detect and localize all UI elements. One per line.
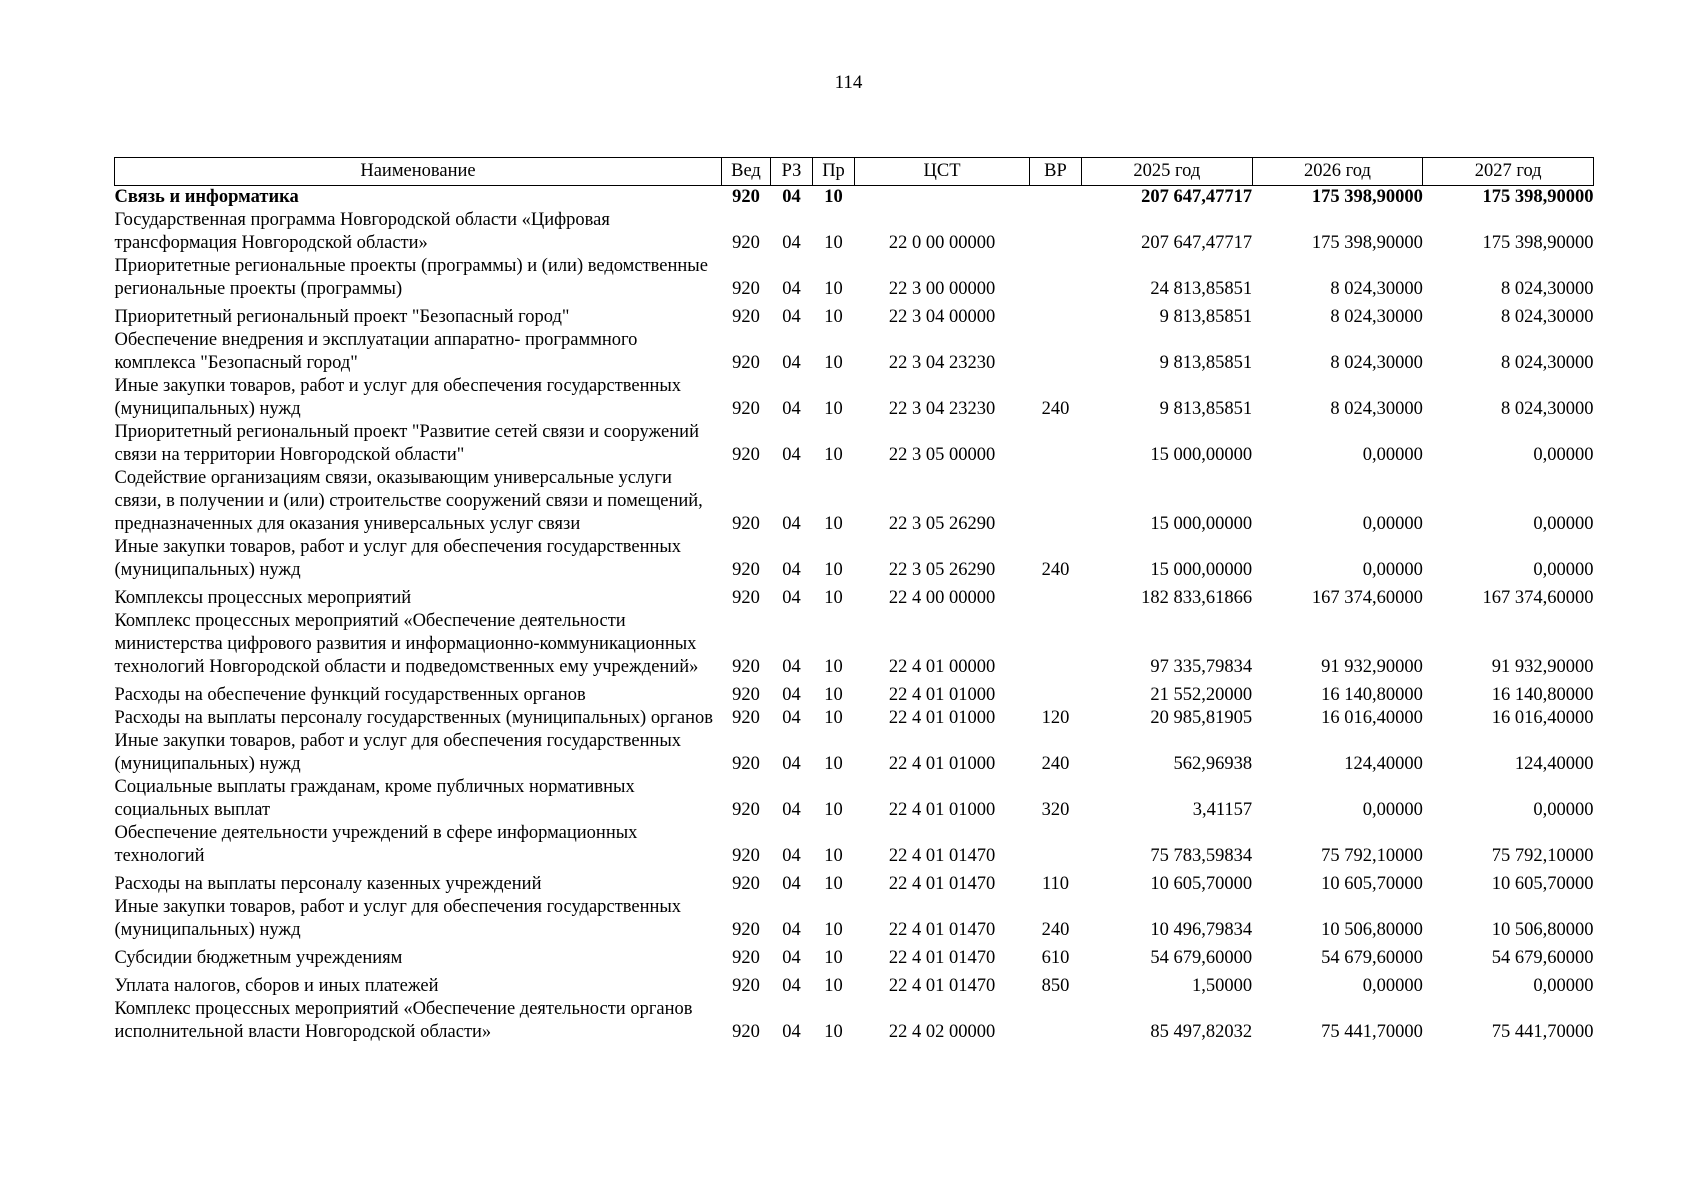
row-vr [1030,209,1082,255]
row-amount-2027: 10 605,70000 [1491,874,1594,894]
row-name: Иные закупки товаров, работ и услуг для обеспечения государственных (муниципальных) нужд [114,537,682,580]
row-pr: 10 [824,846,843,866]
row-pr: 10 [824,307,843,327]
row-cst: 22 4 01 01000 [888,685,996,705]
row-amount-2027: 0,00000 [1533,976,1594,996]
row-ved: 920 [732,399,760,419]
table-row [115,582,1594,610]
row-ved: 920 [732,754,760,774]
row-amount-2025: 15 000,00000 [1150,514,1253,534]
row-amount-2027: 0,00000 [1533,445,1594,465]
row-amount-2026: 8 024,30000 [1330,399,1423,419]
row-name: Государственная программа Новгородской области «Цифровая трансформация Новгородской области» [114,210,610,253]
row-amount-2026: 54 679,60000 [1321,948,1423,968]
row-rz: 04 [782,874,801,894]
row-amount-2025: 9 813,85851 [1159,353,1253,373]
table-row [115,467,1594,536]
row-name: Иные закупки товаров, работ и услуг для обеспечения государственных (муниципальных) нужд [114,897,682,940]
row-ved: 920 [732,1022,760,1042]
table-row [115,610,1594,679]
row-name: Комплекс процессных мероприятий «Обеспечение деятельности органов исполнительной власти Новгородской области» [114,999,693,1042]
row-rz: 04 [782,657,801,677]
row-name: Социальные выплаты гражданам, кроме публичных нормативных социальных выплат [114,777,635,820]
row-cst: 22 4 00 00000 [888,588,996,608]
row-amount-2025: 24 813,85851 [1150,279,1253,299]
row-cst: 22 4 01 01470 [888,976,996,996]
row-amount-2026: 75 792,10000 [1321,846,1423,866]
row-rz: 04 [782,976,801,996]
row-pr: 10 [824,754,843,774]
row-pr: 10 [824,948,843,968]
row-ved: 920 [732,874,760,894]
row-amount-2025: 75 783,59834 [1150,846,1253,866]
row-amount-2027: 167 374,60000 [1482,588,1594,608]
row-vr [1030,998,1082,1044]
row-rz: 04 [782,846,801,866]
row-cst: 22 4 02 00000 [888,1022,996,1042]
table-row [115,421,1594,467]
row-pr: 10 [824,279,843,299]
row-amount-2026: 0,00000 [1362,800,1423,820]
row-amount-2025: 54 679,60000 [1150,948,1253,968]
row-name: Комплексы процессных мероприятий [114,588,412,608]
row-pr: 10 [824,560,843,580]
table-row [115,707,1594,730]
row-rz: 04 [782,948,801,968]
row-vr: 320 [1041,800,1070,820]
row-amount-2026: 0,00000 [1362,514,1423,534]
column-header-2026: 2026 год [1252,158,1423,186]
row-pr: 10 [824,976,843,996]
row-amount-2025: 9 813,85851 [1159,399,1253,419]
row-amount-2026: 124,40000 [1344,754,1423,774]
row-vr [1030,255,1082,301]
row-amount-2027: 16 016,40000 [1491,708,1594,728]
row-amount-2025: 10 496,79834 [1150,920,1253,940]
row-ved: 920 [732,279,760,299]
row-vr: 610 [1041,948,1070,968]
row-amount-2027: 8 024,30000 [1500,279,1594,299]
row-ved: 920 [732,560,760,580]
row-vr: 240 [1041,754,1070,774]
row-vr [1030,679,1082,707]
row-rz: 04 [782,560,801,580]
row-name: Приоритетный региональный проект "Развитие сетей связи и сооружений связи на территории Новгородской области" [114,422,699,465]
row-amount-2025: 3,41157 [1192,800,1253,820]
row-amount-2025: 9 813,85851 [1159,307,1253,327]
row-amount-2027: 0,00000 [1533,800,1594,820]
row-pr: 10 [824,800,843,820]
row-ved: 920 [732,976,760,996]
row-rz: 04 [782,307,801,327]
row-pr: 10 [824,187,843,207]
row-name: Иные закупки товаров, работ и услуг для обеспечения государственных (муниципальных) нужд [114,731,682,774]
row-amount-2026: 10 605,70000 [1321,874,1423,894]
table-row [115,942,1594,970]
row-vr [1030,329,1082,375]
column-header-vr: ВР [1030,158,1082,186]
row-ved: 920 [732,800,760,820]
row-cst: 22 4 01 01470 [888,846,996,866]
row-name: Субсидии бюджетным учреждениям [114,948,403,968]
row-name: Связь и информатика [114,187,299,207]
column-header-2025: 2025 год [1082,158,1253,186]
row-cst: 22 4 01 01470 [888,948,996,968]
row-cst: 22 4 01 01470 [888,920,996,940]
row-pr: 10 [824,514,843,534]
row-rz: 04 [782,1022,801,1042]
row-amount-2027: 75 441,70000 [1491,1022,1594,1042]
row-pr: 10 [824,657,843,677]
row-amount-2026: 16 140,80000 [1321,685,1423,705]
budget-table [114,157,1594,1044]
table-row [115,776,1594,822]
table-row [115,186,1594,210]
row-rz: 04 [782,399,801,419]
row-amount-2027: 0,00000 [1533,560,1594,580]
row-rz: 04 [782,920,801,940]
row-rz: 04 [782,708,801,728]
row-cst: 22 3 05 00000 [888,445,996,465]
row-cst: 22 3 00 00000 [888,279,996,299]
table-row [115,970,1594,998]
row-pr: 10 [824,399,843,419]
row-pr: 10 [824,874,843,894]
row-amount-2027: 8 024,30000 [1500,353,1594,373]
row-cst: 22 3 05 26290 [888,560,996,580]
row-amount-2026: 75 441,70000 [1321,1022,1423,1042]
column-header-ved: Вед [722,158,771,186]
column-header-pr: Пр [813,158,855,186]
row-name: Приоритетный региональный проект "Безопасный город" [114,307,570,327]
row-amount-2026: 8 024,30000 [1330,279,1423,299]
row-ved: 920 [732,657,760,677]
row-amount-2025: 21 552,20000 [1150,685,1253,705]
row-amount-2025: 15 000,00000 [1150,445,1253,465]
row-amount-2025: 10 605,70000 [1150,874,1253,894]
row-name: Приоритетные региональные проекты (программы) и (или) ведомственные региональные проекты (программы) [114,256,708,299]
row-ved: 920 [732,353,760,373]
row-amount-2026: 175 398,90000 [1311,187,1423,207]
row-name: Расходы на обеспечение функций государственных органов [114,685,586,705]
row-amount-2027: 0,00000 [1533,514,1594,534]
row-ved: 920 [732,445,760,465]
row-name: Уплата налогов, сборов и иных платежей [114,976,439,996]
row-vr: 240 [1041,399,1070,419]
row-ved: 920 [732,846,760,866]
column-header-cst: ЦСТ [855,158,1030,186]
row-name: Иные закупки товаров, работ и услуг для обеспечения государственных (муниципальных) нужд [114,376,682,419]
row-rz: 04 [782,514,801,534]
row-amount-2027: 91 932,90000 [1491,657,1594,677]
row-amount-2027: 10 506,80000 [1491,920,1594,940]
row-vr [1030,301,1082,329]
row-amount-2026: 16 016,40000 [1321,708,1423,728]
row-ved: 920 [732,948,760,968]
row-amount-2027: 124,40000 [1514,754,1594,774]
row-amount-2026: 10 506,80000 [1321,920,1423,940]
row-amount-2026: 91 932,90000 [1321,657,1423,677]
row-vr [1030,582,1082,610]
row-pr: 10 [824,920,843,940]
row-cst: 22 4 01 01470 [888,874,996,894]
row-rz: 04 [782,445,801,465]
row-ved: 920 [732,685,760,705]
column-header-rz: РЗ [771,158,813,186]
row-cst: 22 3 05 26290 [888,514,996,534]
row-ved: 920 [732,708,760,728]
row-name: Расходы на выплаты персоналу казенных учреждений [114,874,542,894]
row-vr: 850 [1041,976,1070,996]
row-amount-2026: 0,00000 [1362,560,1423,580]
table-row [115,730,1594,776]
row-amount-2026: 175 398,90000 [1311,233,1423,253]
row-rz: 04 [782,233,801,253]
row-pr: 10 [824,445,843,465]
row-cst: 22 4 01 00000 [888,657,996,677]
table-row [115,301,1594,329]
row-amount-2027: 16 140,80000 [1491,685,1594,705]
row-amount-2027: 54 679,60000 [1491,948,1594,968]
row-name: Обеспечение деятельности учреждений в сфере информационных технологий [114,823,638,866]
table-row [115,329,1594,375]
row-cst: 22 4 01 01000 [888,754,996,774]
row-rz: 04 [782,754,801,774]
row-name: Содействие организациям связи, оказывающим универсальные услуги связи, в получении и (или) строительстве сооружений связи и помещений, предназначенных для оказания универсальных услуг связи [114,468,703,534]
row-amount-2027: 175 398,90000 [1482,233,1594,253]
row-vr [1030,822,1082,868]
table-row [115,679,1594,707]
row-amount-2027: 75 792,10000 [1491,846,1594,866]
row-pr: 10 [824,708,843,728]
row-vr [1030,610,1082,679]
row-ved: 920 [732,307,760,327]
row-vr: 120 [1041,708,1070,728]
row-vr [1030,421,1082,467]
row-amount-2025: 85 497,82032 [1150,1022,1253,1042]
row-rz: 04 [782,685,801,705]
row-rz: 04 [782,353,801,373]
row-vr [1030,467,1082,536]
column-header-2027: 2027 год [1423,158,1594,186]
row-amount-2026: 0,00000 [1362,445,1423,465]
row-rz: 04 [782,800,801,820]
row-name: Комплекс процессных мероприятий «Обеспечение деятельности министерства цифрового развития и информационно-коммуникационных технологий Новгородской области и подведомственных ему учреждений» [114,611,699,677]
row-cst: 22 3 04 23230 [888,353,996,373]
row-ved: 920 [732,233,760,253]
row-amount-2026: 167 374,60000 [1311,588,1423,608]
row-amount-2027: 8 024,30000 [1500,399,1594,419]
table-row [115,868,1594,896]
row-amount-2025: 1,50000 [1192,976,1253,996]
row-rz: 04 [782,279,801,299]
row-name: Расходы на выплаты персоналу государственных (муниципальных) органов [114,708,714,728]
table-row [115,896,1594,942]
row-cst: 22 3 04 23230 [888,399,996,419]
row-amount-2027: 8 024,30000 [1500,307,1594,327]
row-vr: 240 [1041,920,1070,940]
row-amount-2025: 207 647,47717 [1141,187,1253,207]
row-ved: 920 [732,187,760,207]
row-ved: 920 [732,588,760,608]
row-vr [1030,186,1082,210]
row-amount-2025: 20 985,81905 [1150,708,1253,728]
row-amount-2025: 562,96938 [1173,754,1253,774]
row-amount-2027: 175 398,90000 [1482,187,1594,207]
row-vr: 110 [1041,874,1070,894]
table-body [115,186,1594,1045]
row-name: Обеспечение внедрения и эксплуатации аппаратно- программного комплекса "Безопасный город" [114,330,638,373]
table-row [115,998,1594,1044]
row-pr: 10 [824,588,843,608]
row-pr: 10 [824,353,843,373]
row-rz: 04 [782,187,801,207]
row-rz: 04 [782,588,801,608]
row-ved: 920 [732,514,760,534]
table-row [115,822,1594,868]
row-cst [855,186,1030,210]
row-cst: 22 0 00 00000 [888,233,996,253]
table-header-row [115,158,1594,186]
row-vr: 240 [1041,560,1070,580]
row-pr: 10 [824,685,843,705]
row-amount-2026: 8 024,30000 [1330,353,1423,373]
table-row [115,375,1594,421]
row-ved: 920 [732,920,760,940]
row-amount-2025: 15 000,00000 [1150,560,1253,580]
table-row [115,536,1594,582]
row-amount-2025: 97 335,79834 [1150,657,1253,677]
row-amount-2025: 207 647,47717 [1141,233,1253,253]
row-cst: 22 4 01 01000 [888,708,996,728]
table-row [115,255,1594,301]
row-pr: 10 [824,1022,843,1042]
row-pr: 10 [824,233,843,253]
row-amount-2025: 182 833,61866 [1141,588,1253,608]
row-amount-2026: 8 024,30000 [1330,307,1423,327]
table-row [115,209,1594,255]
row-amount-2026: 0,00000 [1362,976,1423,996]
column-header-name: Наименование [115,158,722,186]
row-cst: 22 4 01 01000 [888,800,996,820]
row-cst: 22 3 04 00000 [888,307,996,327]
page-number: 114 [834,72,863,93]
